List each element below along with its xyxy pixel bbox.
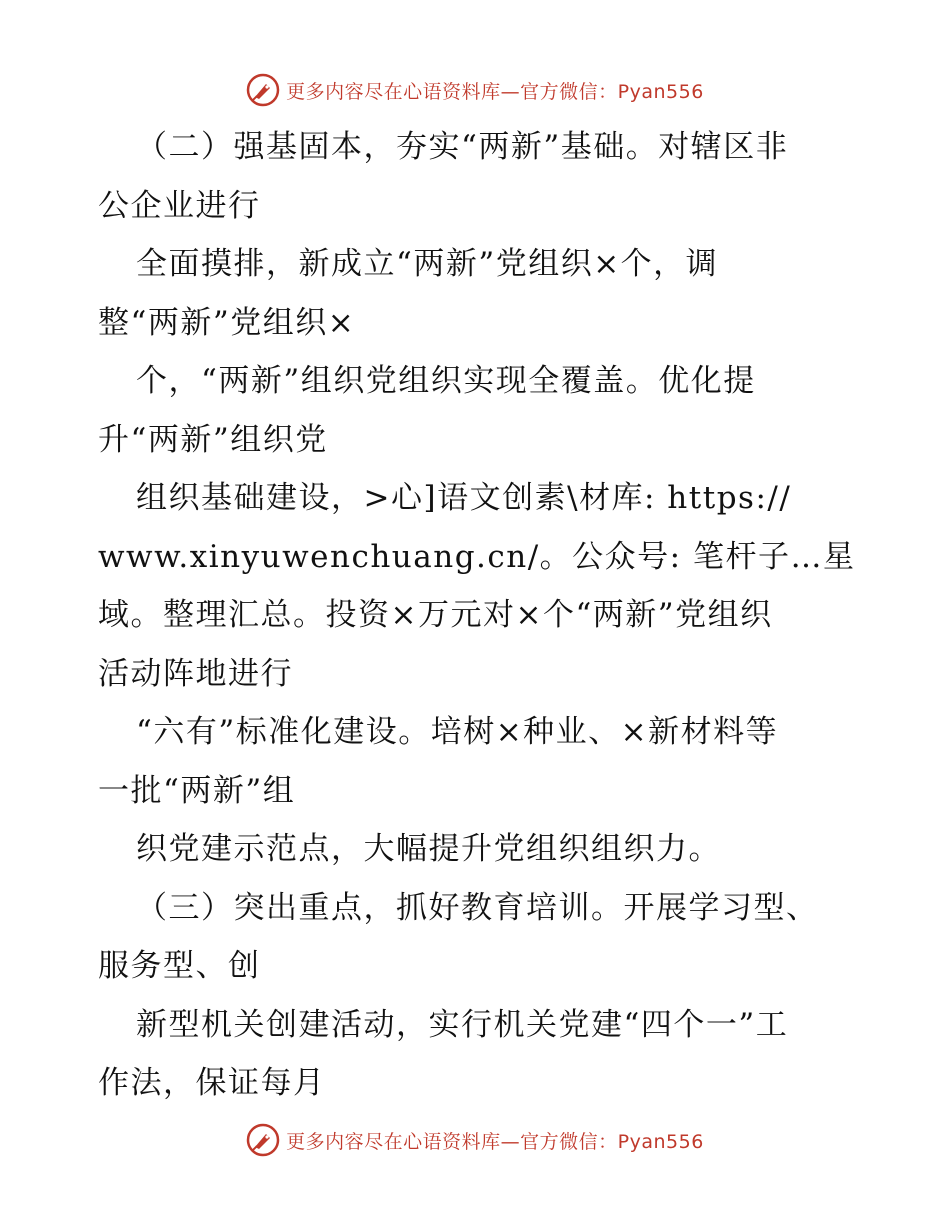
body-line: （三）突出重点，抓好教育培训。开展学习型、 — [136, 889, 819, 926]
footer-banner — [0, 1120, 950, 1160]
body-line: 织党建示范点，大幅提升党组织组织力。 — [136, 831, 721, 867]
pen-nib-logo-icon — [246, 1123, 280, 1157]
body-line: 公企业进行 — [98, 187, 261, 224]
body-line: 服务型、创 — [98, 948, 261, 984]
body-line: 个，“两新”组织党组织实现全覆盖。优化提 — [136, 363, 756, 399]
body-line: 升“两新”组织党 — [98, 421, 328, 458]
body-line: www.xinyuwenchuang.cn/。公众号: 笔杆子…星 — [98, 538, 856, 575]
body-line: 域。整理汇总。投资×万元对×个“两新”党组织 — [98, 597, 773, 633]
pen-nib-logo-icon — [246, 73, 280, 107]
body-line: “六有”标准化建设。培树×种业、×新材料等 — [136, 714, 779, 750]
body-line: 活动阵地进行 — [98, 655, 293, 692]
body-line: 整“两新”党组织× — [98, 304, 356, 341]
body-line: 组织基础建设，>心]语文创素\材库: https:// — [136, 480, 792, 516]
header-banner — [0, 70, 950, 110]
body-line: 一批“两新”组 — [98, 772, 296, 809]
document-body — [98, 118, 858, 1113]
body-line: 新型机关创建活动，实行机关党建“四个一”工 — [136, 1006, 789, 1043]
footer-banner-text: 更多内容尽在心语资料库—官方微信：Pyan556 — [286, 1130, 704, 1153]
body-line: （二）强基固本，夯实“两新”基础。对辖区非 — [136, 129, 789, 165]
body-line: 全面摸排，新成立“两新”党组织×个，调 — [136, 246, 719, 282]
header-banner-text: 更多内容尽在心语资料库—官方微信：Pyan556 — [286, 80, 704, 103]
body-line: 作法，保证每月 — [98, 1065, 326, 1101]
